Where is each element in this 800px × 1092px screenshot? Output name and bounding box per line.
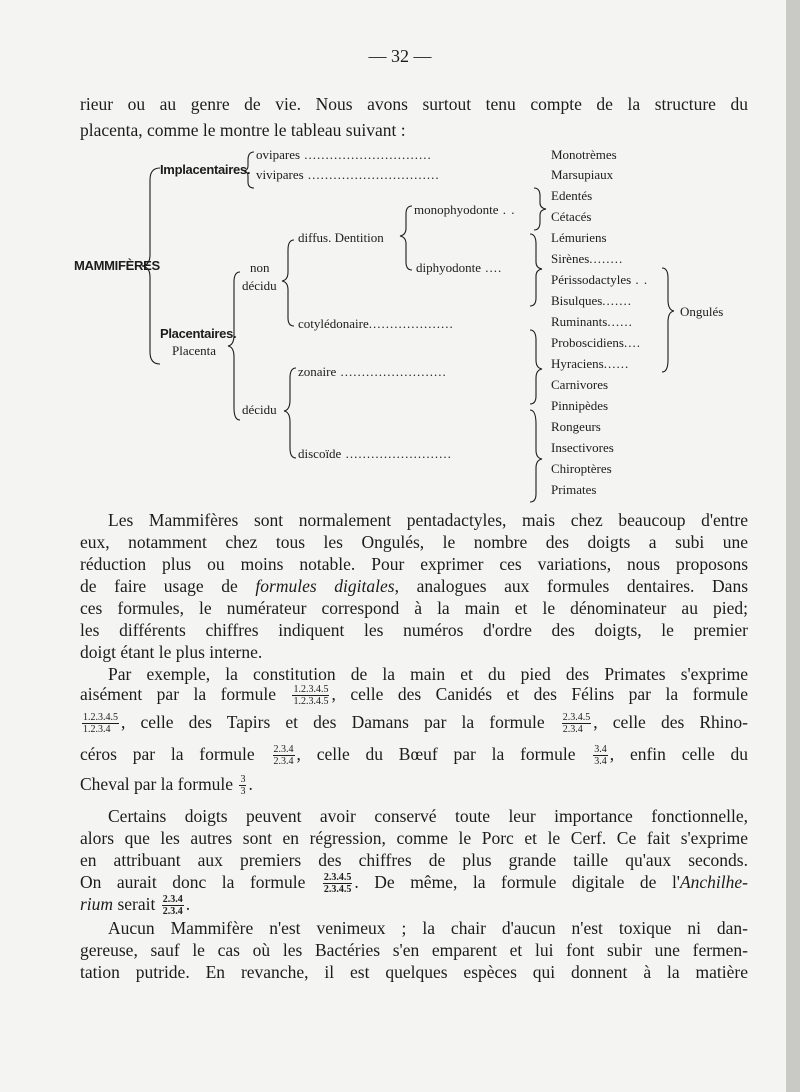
p2-line-5: Cheval par la formule $\frac{3}{3}$ . (80, 774, 253, 798)
order-rongeurs: Rongeurs (551, 419, 601, 434)
p1-line-5: ces formules, le numérateur correspond à la main et le dénominateur au pied; (80, 598, 748, 618)
brace-monophyodonte (534, 188, 546, 230)
intro-line-1: rieur ou au genre de vie. Nous avons surtout tenu compte de la structure du (80, 94, 748, 114)
non-label: non (250, 260, 270, 275)
order-chiropteres: Chiroptères (551, 461, 612, 476)
brace-placentaires (228, 272, 240, 420)
table-root: MAMMIFÈRES (74, 258, 160, 273)
order-perissodactyles: Périssodactyles . . (551, 272, 649, 287)
p3-line-5: rium serait $\frac{2.3.4}{2.3.4}$ . (80, 894, 191, 918)
order-carnivores: Carnivores (551, 377, 609, 392)
formula-cheval: $\frac{3}{3}$ (240, 774, 246, 798)
brace-ongules (662, 268, 674, 372)
p1-line-7: doigt étant le plus interne. (80, 642, 263, 662)
brace-dentition (400, 206, 412, 270)
order-sirenes: Sirènes........ (551, 251, 624, 266)
p1-line-2: eux, notamment chez tous les Ongulés, le nombre des doigts a subi une (80, 532, 748, 552)
cotyledonaire-label: cotylédonaire.................... (298, 316, 454, 331)
monophyodonte-label: monophyodonte . . (414, 202, 516, 217)
placenta-label: Placenta (172, 343, 217, 358)
implacentaires-label: Implacentaires. (160, 162, 251, 177)
order-primates: Primates (551, 482, 597, 497)
ongules-label: Ongulés (680, 304, 724, 319)
p4-line-3: tation putride. En revanche, il est quelques espèces qui donnent à la matière (80, 962, 748, 982)
formula-porc: $\frac{2.3.4.5}{2.3.4.5}$ (323, 872, 352, 896)
order-hyraciens: Hyraciens...... (551, 356, 630, 371)
order-lemuriens: Lémuriens (551, 230, 607, 245)
formula-canides: $\frac{1.2.3.4.5}{1.2.3.4}$ (83, 712, 118, 736)
p1-line-6: les différents chiffres indiquent les numéros d'ordre des doigts, le premier (80, 620, 748, 640)
p1-line-3: réduction plus ou moins notable. Pour exprimer ces variations, nous proposons (80, 554, 748, 574)
discoide-label: discoïde ......................... (298, 446, 452, 461)
diffus-label: diffus. Dentition (298, 230, 384, 245)
p3-line-4: On aurait donc la formule $\frac{2.3.4.5}{2.3.4.5}$ . De même, la formule digitale de l'Anchilhe- (80, 872, 748, 896)
p3-line-3: en attribuant aux premiers des chiffres de plus grande taille qu'aux seconds. (80, 850, 748, 870)
brace-zonaire (530, 330, 542, 404)
p4-line-1: Aucun Mammifère n'est venimeux ; la chair d'aucun n'est toxique ni dan- (108, 918, 748, 938)
p3-line-2: alors que les autres sont en régression, comme le Porc et le Cerf. Ce fait s'exprime (80, 828, 748, 848)
p2-line-2: aisément par la formule $\frac{1.2.3.4.5}{1.2.3.4.5}$ , celle des Canidés et des Félins par la formule (80, 684, 748, 708)
intro-line-2: placenta, comme le montre le tableau suivant : (80, 120, 406, 140)
diphyodonte-label: diphyodonte .... (416, 260, 503, 275)
brace-non-decidu (282, 240, 294, 326)
p4-line-2: gereuse, sauf le cas où les Bactéries s'en emparent et lui font subir une fermen- (80, 940, 748, 960)
vivipares-label: vivipares ............................... (256, 167, 440, 182)
formula-boeuf: $\frac{3.4}{3.4}$ (594, 744, 607, 768)
zonaire-label: zonaire ......................... (298, 364, 447, 379)
decidu-label-1: décidu (242, 278, 277, 293)
p2-line-4: céros par la formule $\frac{2.3.4}{2.3.4}$ , celle du Bœuf par la formule $\frac{3.4}{3.4}$ , enfin celle du (80, 744, 749, 768)
order-proboscidiens: Proboscidiens.... (551, 335, 641, 350)
formula-anchitherium: $\frac{2.3.4}{2.3.4}$ (162, 894, 183, 918)
order-marsupiaux: Marsupiaux (551, 167, 614, 182)
decidu-label-2: décidu (242, 402, 277, 417)
ovipares-label: ovipares .............................. (256, 147, 432, 162)
formula-tapirs: $\frac{2.3.4.5}{2.3.4}$ (562, 712, 591, 736)
order-ruminants: Ruminants...... (551, 314, 633, 329)
order-edentes: Edentés (551, 188, 593, 203)
formula-primates: $\frac{1.2.3.4.5}{1.2.3.4.5}$ (293, 684, 329, 708)
p1-line-4: de faire usage de formules digitales, analogues aux formules dentaires. Dans (80, 576, 749, 596)
order-monotremes: Monotrèmes (551, 147, 617, 162)
p1-line-1: Les Mammifères sont normalement pentadactyles, mais chez beaucoup d'entre (108, 510, 748, 530)
placentaires-label: Placentaires. (160, 326, 237, 341)
order-insectivores: Insectivores (551, 440, 614, 455)
brace-diphyodonte (530, 234, 542, 306)
order-bisulques: Bisulques....... (551, 293, 633, 308)
p3-line-1: Certains doigts peuvent avoir conservé toute leur importance fonctionnelle, (108, 806, 748, 826)
brace-decidu (284, 368, 296, 458)
brace-discoide (530, 410, 542, 502)
page-number: — 32 — (368, 46, 432, 66)
formula-rhino: $\frac{2.3.4}{2.3.4}$ (273, 744, 294, 768)
order-cetaces: Cétacés (551, 209, 592, 224)
p2-line-3: $\frac{1.2.3.4.5}{1.2.3.4}$ , celle des Tapirs et des Damans par la formule $\frac{2.3.4.5}{2.3.4}$ , celle des Rhino- (83, 712, 749, 736)
p2-line-1: Par exemple, la constitution de la main et du pied des Primates s'exprime (108, 664, 748, 684)
order-pinnipedes: Pinnipèdes (551, 398, 609, 413)
